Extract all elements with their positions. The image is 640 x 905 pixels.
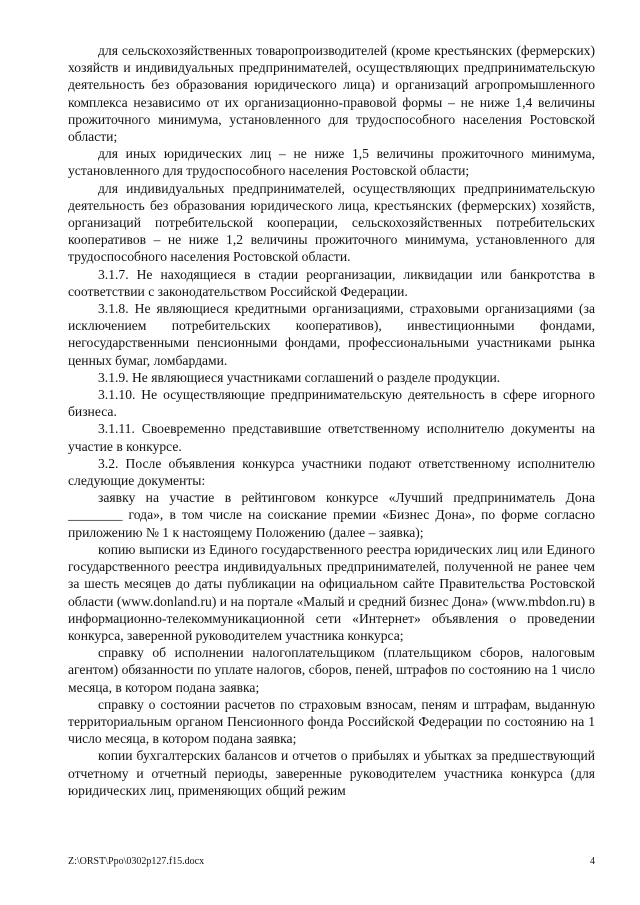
page-number: 4: [590, 856, 595, 867]
page-footer: [68, 856, 595, 867]
paragraph: справку об исполнении налогоплательщиком (плательщиком сборов, налоговым агентом) обязанности по уплате налогов, сборов, пеней, штрафов по состоянию на 1 число месяца, в котором подана заявка;: [68, 645, 595, 695]
file-path: Z:\ORST\Ppo\0302p127.f15.docx: [68, 856, 205, 867]
paragraph: для сельскохозяйственных товаропроизводителей (кроме крестьянских (фермерских) хозяйств и индивидуальных предпринимателей, осуществляющих предпринимательскую деятельность без образования юридического лица) и организаций агропромышленного комплекса независимо от их организационно-правовой формы – не ниже 1,4 величины прожиточного минимума, установленного для трудоспособного населения Ростовской области;: [68, 43, 595, 145]
paragraph: для иных юридических лиц – не ниже 1,5 величины прожиточного минимума, установленного для трудоспособного населения Ростовской области;: [68, 146, 595, 179]
document-body: [68, 42, 595, 799]
paragraph: для индивидуальных предпринимателей, осуществляющих предпринимательскую деятельность без образования юридического лица, крестьянских (фермерских) хозяйств, организаций потребительской кооперации, сельскохозяйственных потребительских кооперативов – не ниже 1,2 величины прожиточного минимума, установленного для трудоспособного населения Ростовской области.: [68, 180, 595, 265]
paragraph: копии бухгалтерских балансов и отчетов о прибылях и убытках за предшествующий отчетному и отчетный периоды, заверенные руководителем участника конкурса (для юридических лиц, применяющих общий режим: [68, 748, 595, 798]
paragraph: 3.1.10. Не осуществляющие предпринимательскую деятельность в сфере игорного бизнеса.: [68, 387, 595, 420]
paragraph: заявку на участие в рейтинговом конкурсе «Лучший предприниматель Дона ________ года», в том числе на соискание премии «Бизнес Дона», по форме согласно приложению № 1 к настоящему Положению (далее – заявка);: [68, 490, 595, 540]
paragraph: справку о состоянии расчетов по страховым взносам, пеням и штрафам, выданную территориальным органом Пенсионного фонда Российской Федерации по состоянию на 1 число месяца, в котором подана заявка;: [68, 696, 595, 747]
paragraph: 3.2. После объявления конкурса участники подают ответственному исполнителю следующие документы:: [68, 455, 595, 489]
paragraph: копию выписки из Единого государственного реестра юридических лиц или Единого государственного реестра индивидуальных предпринимателей, полученной не ранее чем за шесть месяцев до даты публикации на официальном сайте Правительства Ростовской области (www.donland.ru) и на портале «Малый и средний бизнес Дона» (www.mbdon.ru) в информационно-телекоммуникационной сети «Интернет» объявления о проведении конкурса, заверенной руководителем участника конкурса;: [68, 541, 595, 643]
paragraph: 3.1.9. Не являющиеся участниками соглашений о разделе продукции.: [98, 369, 501, 385]
paragraph: 3.1.11. Своевременно представившие ответственному исполнителю документы на участие в конкурсе.: [68, 421, 595, 454]
paragraph: 3.1.8. Не являющиеся кредитными организациями, страховыми организациями (за исключением потребительских кооперативов), инвестиционными фондами, негосударственными пенсионными фондами, профессиональными участниками рынка ценных бумаг, ломбардами.: [68, 301, 595, 368]
paragraph: 3.1.7. Не находящиеся в стадии реорганизации, ликвидации или банкротства в соответствии с законодательством Российской Федерации.: [68, 266, 595, 299]
